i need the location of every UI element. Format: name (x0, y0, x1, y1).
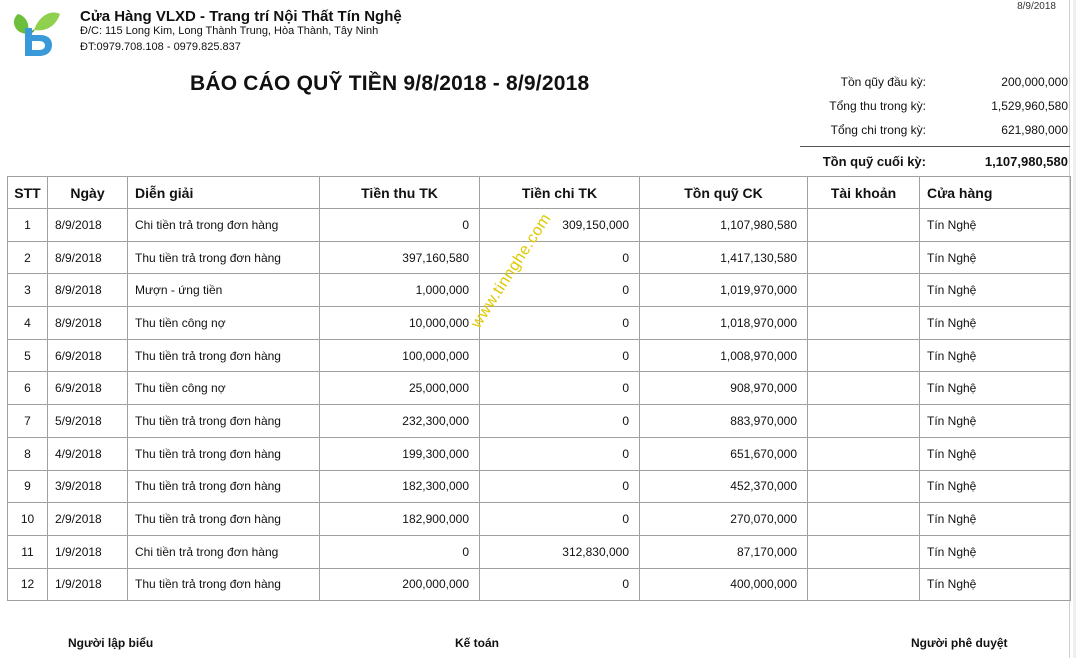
summary-closing (800, 146, 1070, 173)
cell-account (808, 503, 920, 536)
table-row (8, 372, 1071, 405)
cell-description: Thu tiền trả trong đơn hàng (128, 470, 320, 503)
store-phone: ĐT:0979.708.108 - 0979.825.837 (80, 41, 241, 53)
cell-expense: 0 (480, 274, 640, 307)
cell-expense: 0 (480, 437, 640, 470)
cell-description: Thu tiền trả trong đơn hàng (128, 241, 320, 274)
cell-stt: 2 (8, 241, 48, 274)
cell-store: Tín Nghệ (920, 535, 1071, 568)
summary-expense (800, 118, 1070, 142)
cell-expense: 0 (480, 372, 640, 405)
cell-expense: 0 (480, 241, 640, 274)
cell-store: Tín Nghệ (920, 372, 1071, 405)
cell-stt: 6 (8, 372, 48, 405)
cell-store: Tín Nghệ (920, 568, 1071, 601)
table-row (8, 405, 1071, 438)
col-header-income: Tiền thu TK (320, 177, 480, 209)
signature-approver: Người phê duyệt (911, 636, 1008, 650)
cell-description: Mượn - ứng tiền (128, 274, 320, 307)
cell-stt: 7 (8, 405, 48, 438)
cell-income: 25,000,000 (320, 372, 480, 405)
cell-balance: 1,019,970,000 (640, 274, 808, 307)
cell-description: Thu tiền công nợ (128, 372, 320, 405)
cell-date: 2/9/2018 (48, 503, 128, 536)
summary-closing-value: 1,107,980,580 (984, 153, 1068, 169)
cell-store: Tín Nghệ (920, 274, 1071, 307)
summary-closing-label: Tồn quỹ cuối kỳ: (822, 153, 926, 169)
cell-stt: 3 (8, 274, 48, 307)
cell-description: Thu tiền trả trong đơn hàng (128, 405, 320, 438)
summary-opening-value: 200,000,000 (1001, 75, 1068, 89)
cell-store: Tín Nghệ (920, 209, 1071, 242)
cell-date: 1/9/2018 (48, 535, 128, 568)
summary-opening (800, 70, 1070, 94)
summary-income (800, 94, 1070, 118)
cell-store: Tín Nghệ (920, 437, 1071, 470)
cell-description: Thu tiền công nợ (128, 307, 320, 340)
summary-opening-label: Tồn qũy đầu kỳ: (840, 75, 926, 89)
cell-expense: 0 (480, 307, 640, 340)
watermark-text: www.tinnghe.com (468, 210, 555, 332)
cell-account (808, 568, 920, 601)
cell-account (808, 274, 920, 307)
cell-stt: 10 (8, 503, 48, 536)
cell-balance: 400,000,000 (640, 568, 808, 601)
cell-stt: 9 (8, 470, 48, 503)
signature-preparer: Người lập biểu (68, 636, 154, 650)
cell-income: 1,000,000 (320, 274, 480, 307)
summary-expense-value: 621,980,000 (1001, 123, 1068, 137)
cell-balance: 1,107,980,580 (640, 209, 808, 242)
cell-income: 10,000,000 (320, 307, 480, 340)
cell-description: Thu tiền trả trong đơn hàng (128, 437, 320, 470)
cell-date: 4/9/2018 (48, 437, 128, 470)
cell-expense: 0 (480, 568, 640, 601)
col-header-account: Tài khoản (808, 177, 920, 209)
cell-account (808, 437, 920, 470)
cell-expense: 0 (480, 339, 640, 372)
table-row (8, 307, 1071, 340)
table-row (8, 470, 1071, 503)
table-row (8, 437, 1071, 470)
table-header-row (8, 177, 1071, 209)
cell-account (808, 470, 920, 503)
store-address: Đ/C: 115 Long Kim, Long Thành Trung, Hòa Thành, Tây Ninh (80, 25, 379, 37)
cell-account (808, 209, 920, 242)
summary-expense-label: Tổng chi trong kỳ: (830, 123, 926, 137)
cell-description: Chi tiền trả trong đơn hàng (128, 209, 320, 242)
cell-store: Tín Nghệ (920, 405, 1071, 438)
cell-balance: 270,070,000 (640, 503, 808, 536)
cell-date: 3/9/2018 (48, 470, 128, 503)
print-date: 8/9/2018 (1017, 1, 1056, 12)
cell-stt: 12 (8, 568, 48, 601)
cell-store: Tín Nghệ (920, 339, 1071, 372)
cell-date: 8/9/2018 (48, 274, 128, 307)
cell-balance: 651,670,000 (640, 437, 808, 470)
cell-stt: 4 (8, 307, 48, 340)
cell-date: 8/9/2018 (48, 307, 128, 340)
cell-date: 8/9/2018 (48, 209, 128, 242)
cell-balance: 1,018,970,000 (640, 307, 808, 340)
cell-date: 1/9/2018 (48, 568, 128, 601)
col-header-balance: Tồn quỹ CK (640, 177, 808, 209)
summary-income-value: 1,529,960,580 (991, 99, 1068, 113)
cell-account (808, 241, 920, 274)
cell-stt: 5 (8, 339, 48, 372)
cell-balance: 452,370,000 (640, 470, 808, 503)
cell-account (808, 307, 920, 340)
cell-income: 397,160,580 (320, 241, 480, 274)
cell-income: 199,300,000 (320, 437, 480, 470)
cell-date: 6/9/2018 (48, 372, 128, 405)
cell-balance: 1,417,130,580 (640, 241, 808, 274)
summary-panel (800, 70, 1070, 173)
cell-store: Tín Nghệ (920, 470, 1071, 503)
table-row (8, 339, 1071, 372)
table-row (8, 274, 1071, 307)
col-header-date: Ngày (48, 177, 128, 209)
cell-expense: 0 (480, 503, 640, 536)
report-title: BÁO CÁO QUỸ TIỀN 9/8/2018 - 8/9/2018 (190, 72, 590, 95)
cell-store: Tín Nghệ (920, 503, 1071, 536)
cell-description: Thu tiền trả trong đơn hàng (128, 503, 320, 536)
leaf-b-logo-icon (8, 8, 62, 60)
cell-income: 182,900,000 (320, 503, 480, 536)
cell-date: 8/9/2018 (48, 241, 128, 274)
table-row (8, 535, 1071, 568)
col-header-stt: STT (8, 177, 48, 209)
cell-expense: 312,830,000 (480, 535, 640, 568)
table-row (8, 241, 1071, 274)
cell-store: Tín Nghệ (920, 241, 1071, 274)
cell-account (808, 535, 920, 568)
cell-account (808, 372, 920, 405)
cell-balance: 1,008,970,000 (640, 339, 808, 372)
cell-balance: 883,970,000 (640, 405, 808, 438)
col-header-store: Cửa hàng (920, 177, 1071, 209)
col-header-expense: Tiền chi TK (480, 177, 640, 209)
cell-store: Tín Nghệ (920, 307, 1071, 340)
table-row (8, 568, 1071, 601)
cell-date: 5/9/2018 (48, 405, 128, 438)
cell-expense: 0 (480, 405, 640, 438)
cell-balance: 908,970,000 (640, 372, 808, 405)
cell-description: Chi tiền trả trong đơn hàng (128, 535, 320, 568)
cell-balance: 87,170,000 (640, 535, 808, 568)
cell-expense: 309,150,000 (480, 209, 640, 242)
cell-expense: 0 (480, 470, 640, 503)
cell-account (808, 339, 920, 372)
cell-stt: 1 (8, 209, 48, 242)
cell-description: Thu tiền trả trong đơn hàng (128, 568, 320, 601)
cell-income: 200,000,000 (320, 568, 480, 601)
signature-accountant: Kế toán (455, 636, 500, 650)
table-row (8, 503, 1071, 536)
cell-income: 100,000,000 (320, 339, 480, 372)
cell-stt: 11 (8, 535, 48, 568)
cell-income: 0 (320, 209, 480, 242)
cell-income: 0 (320, 535, 480, 568)
store-name: Cửa Hàng VLXD - Trang trí Nội Thất Tín Nghệ (80, 8, 402, 25)
cell-account (808, 405, 920, 438)
cell-income: 232,300,000 (320, 405, 480, 438)
cell-description: Thu tiền trả trong đơn hàng (128, 339, 320, 372)
cell-date: 6/9/2018 (48, 339, 128, 372)
summary-income-label: Tổng thu trong kỳ: (829, 99, 926, 113)
col-header-description: Diễn giải (128, 177, 320, 209)
cell-stt: 8 (8, 437, 48, 470)
cell-income: 182,300,000 (320, 470, 480, 503)
